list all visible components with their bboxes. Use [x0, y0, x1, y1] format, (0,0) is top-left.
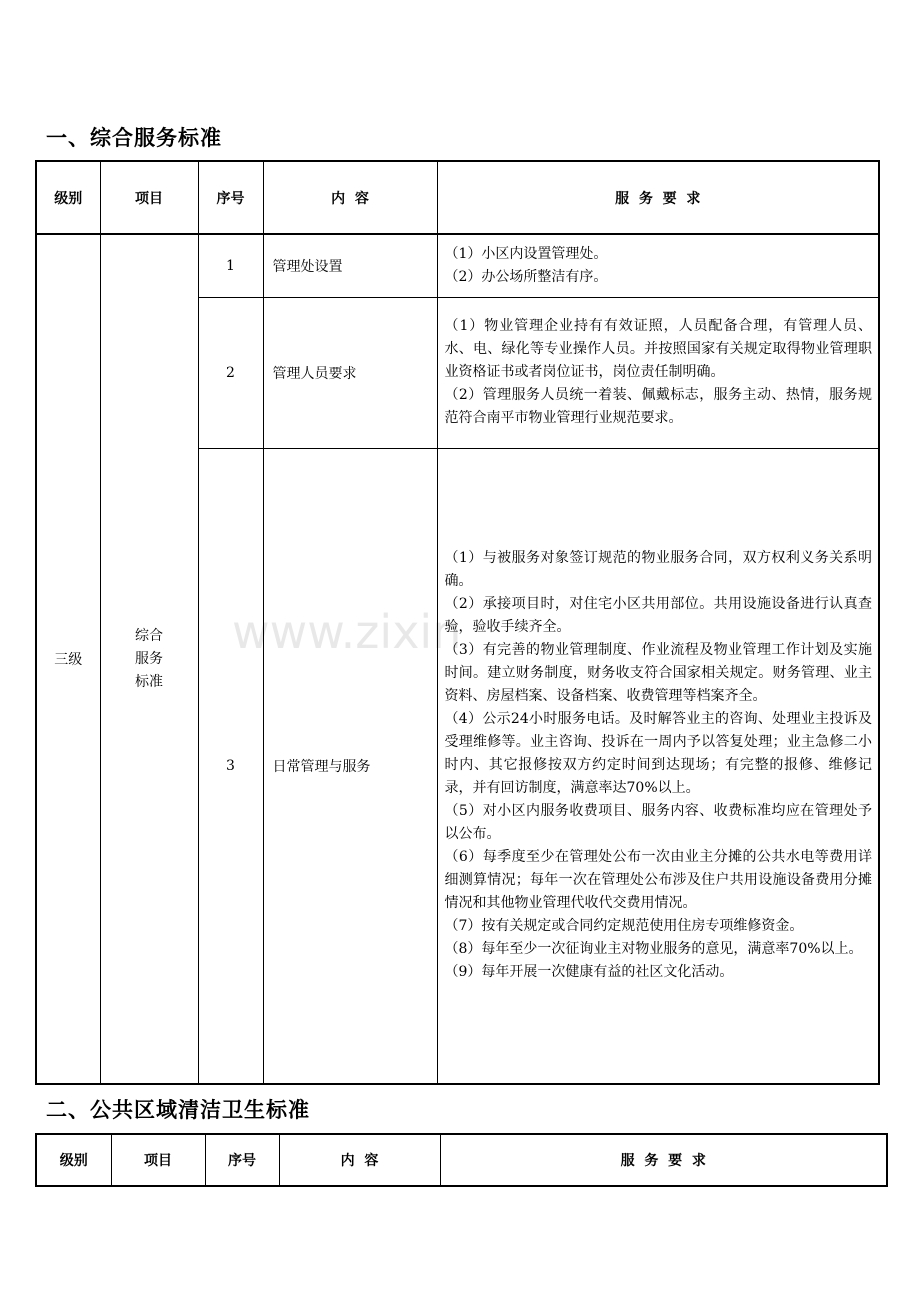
- item-line: 标准: [135, 673, 163, 690]
- table-header-row: [36, 161, 879, 234]
- requirement-line: （6）每季度至少在管理处公布一次由业主分摊的公共水电等费用详细测算情况；每年一次在管理处公布涉及住户共用设施设备费用分摊情况和其他物业管理代收代交费用情况。: [444, 849, 872, 912]
- header-requirement: 服 务 要 求: [440, 1134, 887, 1186]
- seq-cell: 3: [198, 448, 263, 1084]
- seq-cell: 2: [198, 297, 263, 448]
- requirement-line: （1）小区内设置管理处。: [444, 245, 608, 262]
- requirement-cell: [437, 448, 879, 1084]
- content-cell: 日常管理与服务: [263, 448, 437, 1084]
- header-content: 内 容: [279, 1134, 440, 1186]
- watermark: www.zixin: [232, 605, 462, 659]
- requirement-cell: [437, 297, 879, 448]
- cleaning-standard-table: [35, 1133, 888, 1187]
- requirement-line: （1）物业管理企业持有有效证照，人员配备合理，有管理人员、水、电、绿化等专业操作人员。并按照国家有关规定取得物业管理职业资格证书或者岗位证书，岗位责任制明确。: [444, 318, 872, 380]
- requirement-line: （2）承接项目时，对住宅小区共用部位。共用设施设备进行认真查验，验收手续齐全。: [444, 596, 872, 636]
- section2-title: 二、公共区域清洁卫生标准: [46, 1098, 310, 1122]
- header-content: 内 容: [263, 161, 437, 234]
- service-standard-table: [35, 160, 880, 1085]
- requirement-line: （3）有完善的物业管理制度、作业流程及物业管理工作计划及实施时间。建立财务制度，财务收支符合国家相关规定。财务管理、业主资料、房屋档案、设备档案、收费管理等档案齐全。: [444, 642, 872, 705]
- level-cell: 三级: [36, 234, 100, 1084]
- item-line: 综合: [135, 627, 163, 644]
- requirement-line: （2）办公场所整洁有序。: [444, 268, 608, 285]
- header-item: 项目: [111, 1134, 205, 1186]
- header-seq: 序号: [198, 161, 263, 234]
- header-item: 项目: [100, 161, 198, 234]
- table-row: [36, 234, 879, 297]
- requirement-line: （1）与被服务对象签订规范的物业服务合同，双方权利义务关系明确。: [444, 550, 872, 590]
- seq-cell: 1: [198, 234, 263, 297]
- requirement-line: （7）按有关规定或合同约定规范使用住房专项维修资金。: [444, 918, 804, 935]
- content-cell: 管理处设置: [263, 234, 437, 297]
- item-cell: [100, 234, 198, 1084]
- header-level: 级别: [36, 161, 100, 234]
- section1-title: 一、综合服务标准: [46, 126, 222, 150]
- header-level: 级别: [36, 1134, 111, 1186]
- requirement-line: （8）每年至少一次征询业主对物业服务的意见，满意率70%以上。: [444, 941, 863, 958]
- requirement-cell: [437, 234, 879, 297]
- requirement-line: （4）公示24小时服务电话。及时解答业主的咨询、处理业主投诉及受理维修等。业主咨询、投诉在一周内予以答复处理；业主急修二小时内、其它报修按双方约定时间到达现场；有完整的报修、维修记录，并有回访制度，满意率达70%以上。: [444, 711, 872, 797]
- requirement-line: （9）每年开展一次健康有益的社区文化活动。: [444, 964, 734, 981]
- requirement-line: （5）对小区内服务收费项目、服务内容、收费标准均应在管理处予以公布。: [444, 803, 872, 843]
- header-requirement: 服 务 要 求: [437, 161, 879, 234]
- item-line: 服务: [135, 650, 163, 667]
- table-header-row: [36, 1134, 887, 1186]
- content-cell: 管理人员要求: [263, 297, 437, 448]
- requirement-line: （2）管理服务人员统一着装、佩戴标志，服务主动、热情，服务规范符合南平市物业管理行业规范要求。: [444, 387, 872, 426]
- header-seq: 序号: [205, 1134, 279, 1186]
